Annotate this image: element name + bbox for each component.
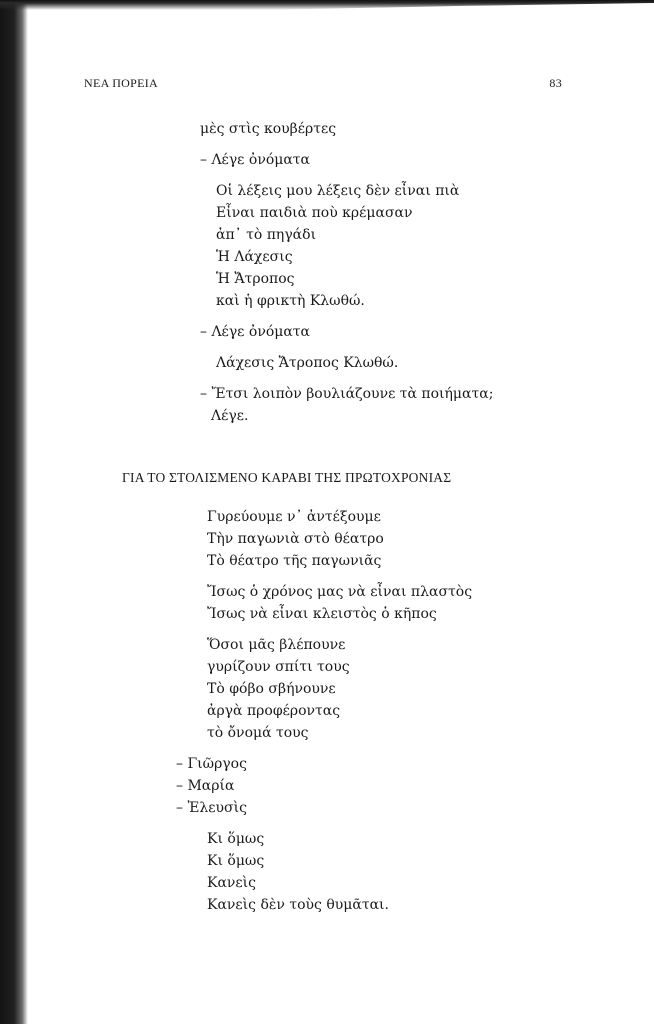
poem-continued: [200, 118, 493, 427]
poem-line: γυρίζουν σπίτι τους: [207, 659, 350, 675]
poem-line: Ἡ Ἄτροπος: [216, 271, 295, 287]
poem-body: [176, 506, 473, 916]
poem-line: Εἶναι παιδιὰ ποὺ κρέμασαν: [216, 205, 413, 221]
poem-line: Οἱ λέξεις μου λέξεις δὲν εἶναι πιὰ: [216, 183, 460, 199]
poem-line: Κι ὅμως: [207, 831, 265, 847]
page-header: [84, 76, 562, 91]
poem-line: Τὸ φόβο σβήνουνε: [207, 681, 336, 697]
poem-line: Λάχεσις Ἄτροπος Κλωθώ.: [216, 355, 399, 371]
poem-line: τὸ ὄνομά τους: [207, 725, 309, 741]
poem-line: Ἴσως ὁ χρόνος μας νὰ εἶναι πλαστὸς: [207, 584, 473, 600]
scan-binding-shadow: [0, 0, 28, 1024]
poem-line: ἀργὰ προφέροντας: [207, 703, 341, 719]
running-title: ΝΕΑ ΠΟΡΕΙΑ: [84, 76, 158, 90]
poem-line: – Ἔτσι λοιπὸν βουλιάζουνε τὰ ποιήματα;: [200, 386, 494, 402]
poem-line: Κανεὶς δὲν τοὺς θυμᾶται.: [207, 897, 389, 913]
poem-line: – Μαρία: [176, 778, 235, 794]
poem-line: Ἡ Λάχεσις: [216, 249, 293, 265]
poem-line: Τὴν παγωνιὰ στὸ θέατρο: [207, 531, 384, 547]
poem-title: ΓΙΑ ΤΟ ΣΤΟΛΙΣΜΕΝΟ ΚΑΡΑΒΙ ΤΗΣ ΠΡΩΤΟΧΡΟΝΙΑΣ: [122, 470, 452, 485]
poem-line: Τὸ θέατρο τῆς παγωνιᾶς: [207, 553, 382, 569]
poem-line: – Λέγε ὀνόματα: [200, 324, 311, 340]
poem-line: καὶ ἡ φρικτὴ Κλωθώ.: [216, 293, 365, 309]
scan-top-shadow: [0, 0, 654, 10]
poem-line: Ὅσοι μᾶς βλέπουνε: [207, 637, 346, 653]
poem-line: Κανεὶς: [207, 875, 257, 891]
poem-line: Κι ὅμως: [207, 853, 265, 869]
poem-line: Γυρεύουμε ν᾽ ἀντέξουμε: [207, 509, 381, 525]
poem-line: Λέγε.: [211, 408, 249, 424]
poem-line: μὲς στὶς κουβέρτες: [200, 121, 337, 137]
poem-line: ἀπ᾽ τὸ πηγάδι: [216, 227, 317, 243]
page-number: 83: [549, 76, 562, 90]
poem-line: Ἴσως νὰ εἶναι κλειστὸς ὁ κῆπος: [207, 606, 437, 622]
poem-line: – Ἐλευσὶς: [176, 800, 247, 816]
poem-line: – Λέγε ὀνόματα: [200, 152, 311, 168]
poem-line: – Γιῶργος: [176, 756, 247, 772]
